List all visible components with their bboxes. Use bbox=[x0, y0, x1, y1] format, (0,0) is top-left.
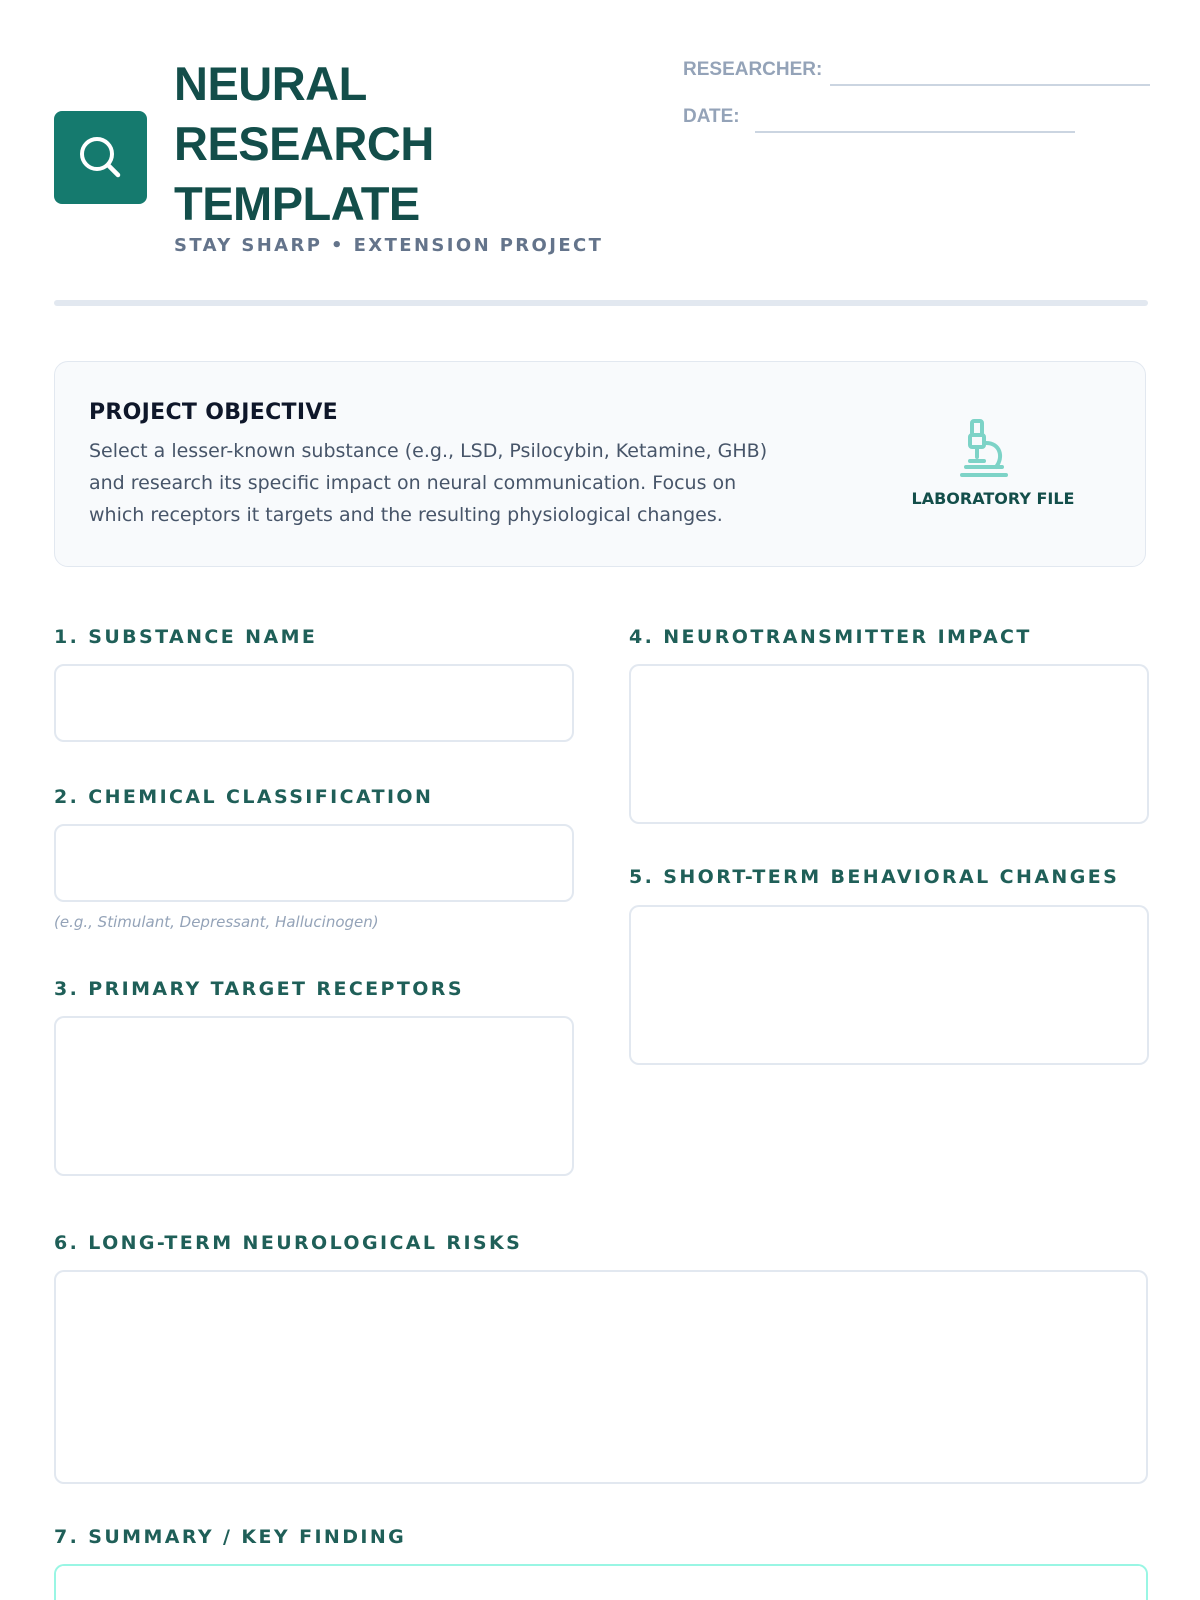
summary-key-finding-textarea[interactable] bbox=[54, 1564, 1148, 1600]
primary-target-receptors-textarea[interactable] bbox=[54, 1016, 574, 1176]
field-label-substance-name: 1. SUBSTANCE NAME bbox=[54, 626, 318, 648]
objective-title: PROJECT OBJECTIVE bbox=[89, 400, 338, 425]
microscope-icon bbox=[952, 417, 1016, 481]
field-label-chemical-classification: 2. CHEMICAL CLASSIFICATION bbox=[54, 786, 434, 808]
researcher-field[interactable] bbox=[830, 84, 1150, 86]
field-label-long-term-neurological-risks: 6. LONG-TERM NEUROLOGICAL RISKS bbox=[54, 1232, 523, 1254]
field-label-neurotransmitter-impact: 4. NEUROTRANSMITTER IMPACT bbox=[629, 626, 1032, 648]
objective-text: Select a lesser-known substance (e.g., LSD, Psilocybin, Ketamine, GHB) and research its specific impact on neural communication. Focus on which receptors it targets and the resulting physiological changes. bbox=[89, 440, 768, 526]
logo bbox=[54, 111, 147, 204]
neurotransmitter-impact-textarea[interactable] bbox=[629, 664, 1149, 824]
field-label-primary-target-receptors: 3. PRIMARY TARGET RECEPTORS bbox=[54, 978, 464, 1000]
field-label-summary-key-finding: 7. SUMMARY / KEY FINDING bbox=[54, 1526, 407, 1548]
title-line-3: TEMPLATE bbox=[174, 177, 420, 230]
date-label: DATE: bbox=[683, 106, 740, 127]
title-line-2: RESEARCH bbox=[174, 117, 434, 170]
substance-name-input[interactable] bbox=[54, 664, 574, 742]
researcher-label: RESEARCHER: bbox=[683, 59, 823, 80]
title-line-1: NEURAL bbox=[174, 57, 367, 110]
laboratory-file-label: LABORATORY FILE bbox=[911, 489, 1075, 508]
short-term-behavioral-changes-textarea[interactable] bbox=[629, 905, 1149, 1065]
header-divider bbox=[54, 300, 1148, 306]
long-term-neurological-risks-textarea[interactable] bbox=[54, 1270, 1148, 1484]
date-field[interactable] bbox=[755, 131, 1075, 133]
objective-card bbox=[54, 361, 1146, 567]
page-title bbox=[174, 54, 534, 234]
page-subtitle: STAY SHARP • EXTENSION PROJECT bbox=[174, 235, 604, 256]
chemical-classification-input[interactable] bbox=[54, 824, 574, 902]
search-icon bbox=[76, 133, 126, 183]
chemical-classification-hint: (e.g., Stimulant, Depressant, Hallucinogen) bbox=[54, 913, 379, 931]
field-label-short-term-behavioral-changes: 5. SHORT-TERM BEHAVIORAL CHANGES bbox=[629, 866, 1120, 888]
